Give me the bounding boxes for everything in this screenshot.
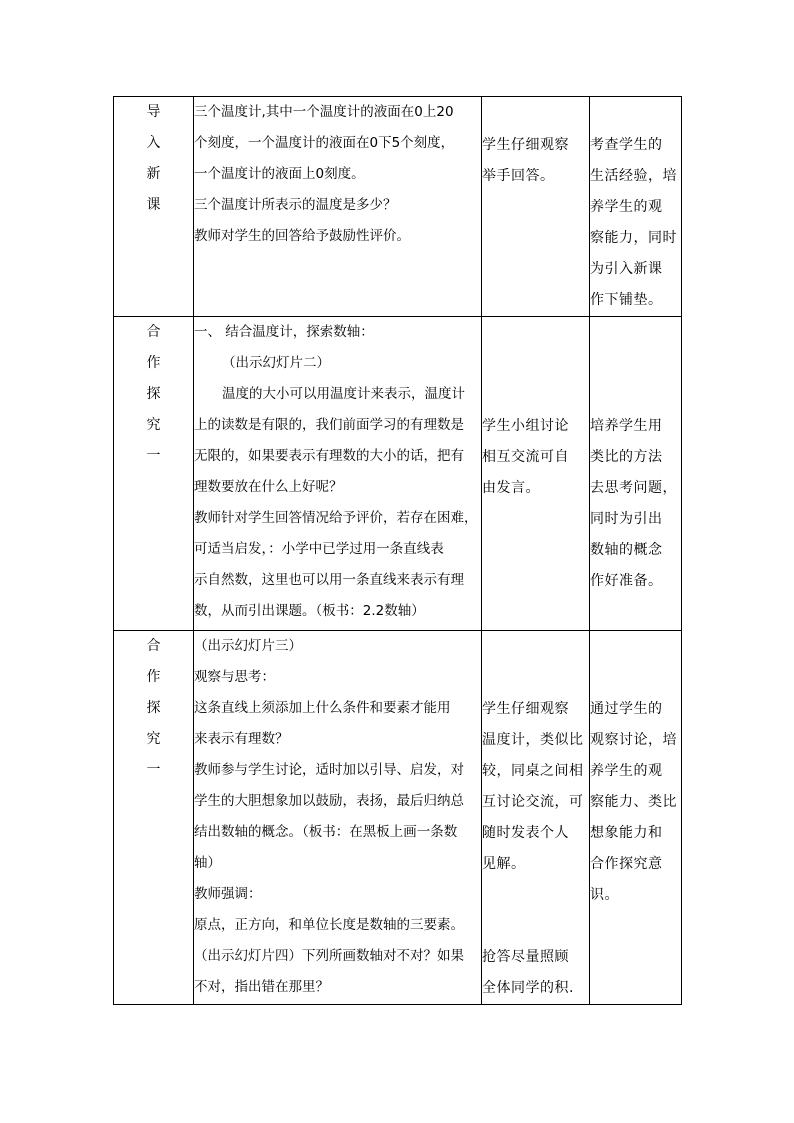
student-line: 学生小组讨论 — [482, 418, 569, 434]
student-line: 学生仔细观察 — [482, 137, 569, 153]
stage-char: 导 — [146, 104, 161, 120]
purpose-line: 考查学生的 — [590, 137, 663, 153]
purpose-line: 去思考问题， — [590, 480, 677, 496]
content-line: 不对，指出错在那里？ — [194, 979, 329, 995]
content-line: 原点，正方向，和单位长度是数轴的三要素。 — [194, 917, 464, 933]
content-cell — [194, 631, 482, 1005]
content-line: 来表示有理数？ — [194, 731, 289, 747]
content-line: 数，从而引出课题。（板书：2.2数轴） — [194, 603, 425, 619]
content-line: 观察与思考： — [194, 669, 275, 685]
content-line: 个刻度，一个温度计的液面在0下5个刻度， — [194, 135, 455, 151]
content-line: 上的读数是有限的，我们前面学习的有理数是 — [194, 417, 464, 433]
stage-cell — [114, 631, 194, 1005]
purpose-line: 类比的方法 — [590, 449, 663, 465]
content-line: 这条直线上须添加上什么条件和要素才能用 — [194, 700, 451, 716]
stage-char: 新 — [146, 166, 161, 182]
purpose-cell — [590, 631, 682, 1005]
content-line: （出示幻灯片二） — [222, 355, 330, 371]
table-row — [114, 317, 682, 631]
stage-char: 入 — [146, 135, 161, 151]
purpose-line: 合作探究意 — [590, 856, 663, 872]
stage-char: 作 — [146, 669, 161, 685]
student-activity-cell — [482, 97, 590, 317]
purpose-line: 观察讨论，培 — [590, 732, 677, 748]
student-line: 温度计，类似比 — [482, 732, 584, 748]
student-line: 由发言。 — [482, 480, 540, 496]
content-line: 温度的大小可以用温度计来表示，温度计 — [222, 386, 465, 402]
student-line: 互讨论交流，可 — [482, 794, 584, 810]
purpose-line: 数轴的概念 — [590, 542, 663, 558]
stage-char: 究 — [146, 731, 161, 747]
purpose-line: 生活经验，培 — [590, 168, 677, 184]
purpose-line: 作好准备。 — [590, 573, 663, 589]
student-line: 举手回答。 — [482, 168, 555, 184]
purpose-line: 养学生的观 — [590, 199, 663, 215]
student-activity-cell — [482, 631, 590, 1005]
content-line: 教师对学生的回答给予鼓励性评价。 — [194, 228, 410, 244]
content-line: （出示幻灯片三） — [194, 638, 302, 654]
purpose-line: 察能力，同时 — [590, 230, 677, 246]
content-line: 理数要放在什么上好呢？ — [194, 479, 343, 495]
student-line: 学生仔细观察 — [482, 701, 569, 717]
table-row — [114, 97, 682, 317]
student-line: 相互交流可自 — [482, 449, 569, 465]
content-line: 学生的大胆想象加以鼓励，表扬，最后归纳总 — [194, 793, 464, 809]
student-line: 较，同桌之间相 — [482, 763, 584, 779]
content-line: 可适当启发，：小学中已学过用一条直线表 — [194, 541, 444, 557]
stage-char: 究 — [146, 417, 161, 433]
stage-char: 探 — [146, 386, 161, 402]
stage-char: 作 — [146, 355, 161, 371]
student-line: 见解。 — [482, 856, 526, 872]
content-line: 三个温度计,其中一个温度计的液面在0上20 — [194, 104, 454, 120]
purpose-cell — [590, 97, 682, 317]
content-line: 一个温度计的液面上0刻度。 — [194, 166, 365, 182]
stage-char: 合 — [146, 638, 161, 654]
content-line: 教师参与学生讨论，适时加以引导、启发，对 — [194, 762, 464, 778]
purpose-line: 作下铺垫。 — [590, 292, 663, 308]
lesson-plan-table — [113, 96, 682, 1005]
student-activity-cell — [482, 317, 590, 631]
purpose-line: 养学生的观 — [590, 763, 663, 779]
purpose-line: 通过学生的 — [590, 701, 663, 717]
stage-char: 课 — [146, 197, 161, 213]
student-line: 随时发表个人 — [482, 825, 569, 841]
content-line: 示自然数，这里也可以用一条直线来表示有理 — [194, 572, 464, 588]
content-line: 结出数轴的概念。（板书：在黑板上画一条数 — [194, 824, 458, 840]
content-line: 三个温度计所表示的温度是多少？ — [194, 197, 397, 213]
stage-cell — [114, 317, 194, 631]
student-line: 抢答尽量照顾 — [482, 949, 569, 965]
content-cell — [194, 97, 482, 317]
purpose-line: 想象能力和 — [590, 825, 663, 841]
student-line: 全体同学的积. — [482, 980, 574, 996]
table-row — [114, 631, 682, 1005]
content-line: 轴） — [194, 855, 221, 871]
stage-char: 探 — [146, 700, 161, 716]
stage-char: 一 — [146, 762, 161, 778]
content-line: 教师针对学生回答情况给予评价，若存在困难， — [194, 510, 478, 526]
purpose-line: 培养学生用 — [590, 418, 663, 434]
purpose-cell — [590, 317, 682, 631]
stage-char: 一 — [146, 448, 161, 464]
stage-cell — [114, 97, 194, 317]
purpose-line: 识。 — [590, 887, 619, 903]
purpose-line: 同时为引出 — [590, 511, 663, 527]
content-line: 教师强调： — [194, 886, 262, 902]
purpose-line: 察能力、类比 — [590, 794, 677, 810]
stage-char: 合 — [146, 324, 161, 340]
content-line: （出示幻灯片四）下列所画数轴对不对？如果 — [194, 948, 464, 964]
content-line: 一、 结合温度计，探索数轴： — [194, 324, 374, 340]
content-line: 无限的，如果要表示有理数的大小的话，把有 — [194, 448, 464, 464]
purpose-line: 为引入新课 — [590, 261, 663, 277]
content-cell — [194, 317, 482, 631]
